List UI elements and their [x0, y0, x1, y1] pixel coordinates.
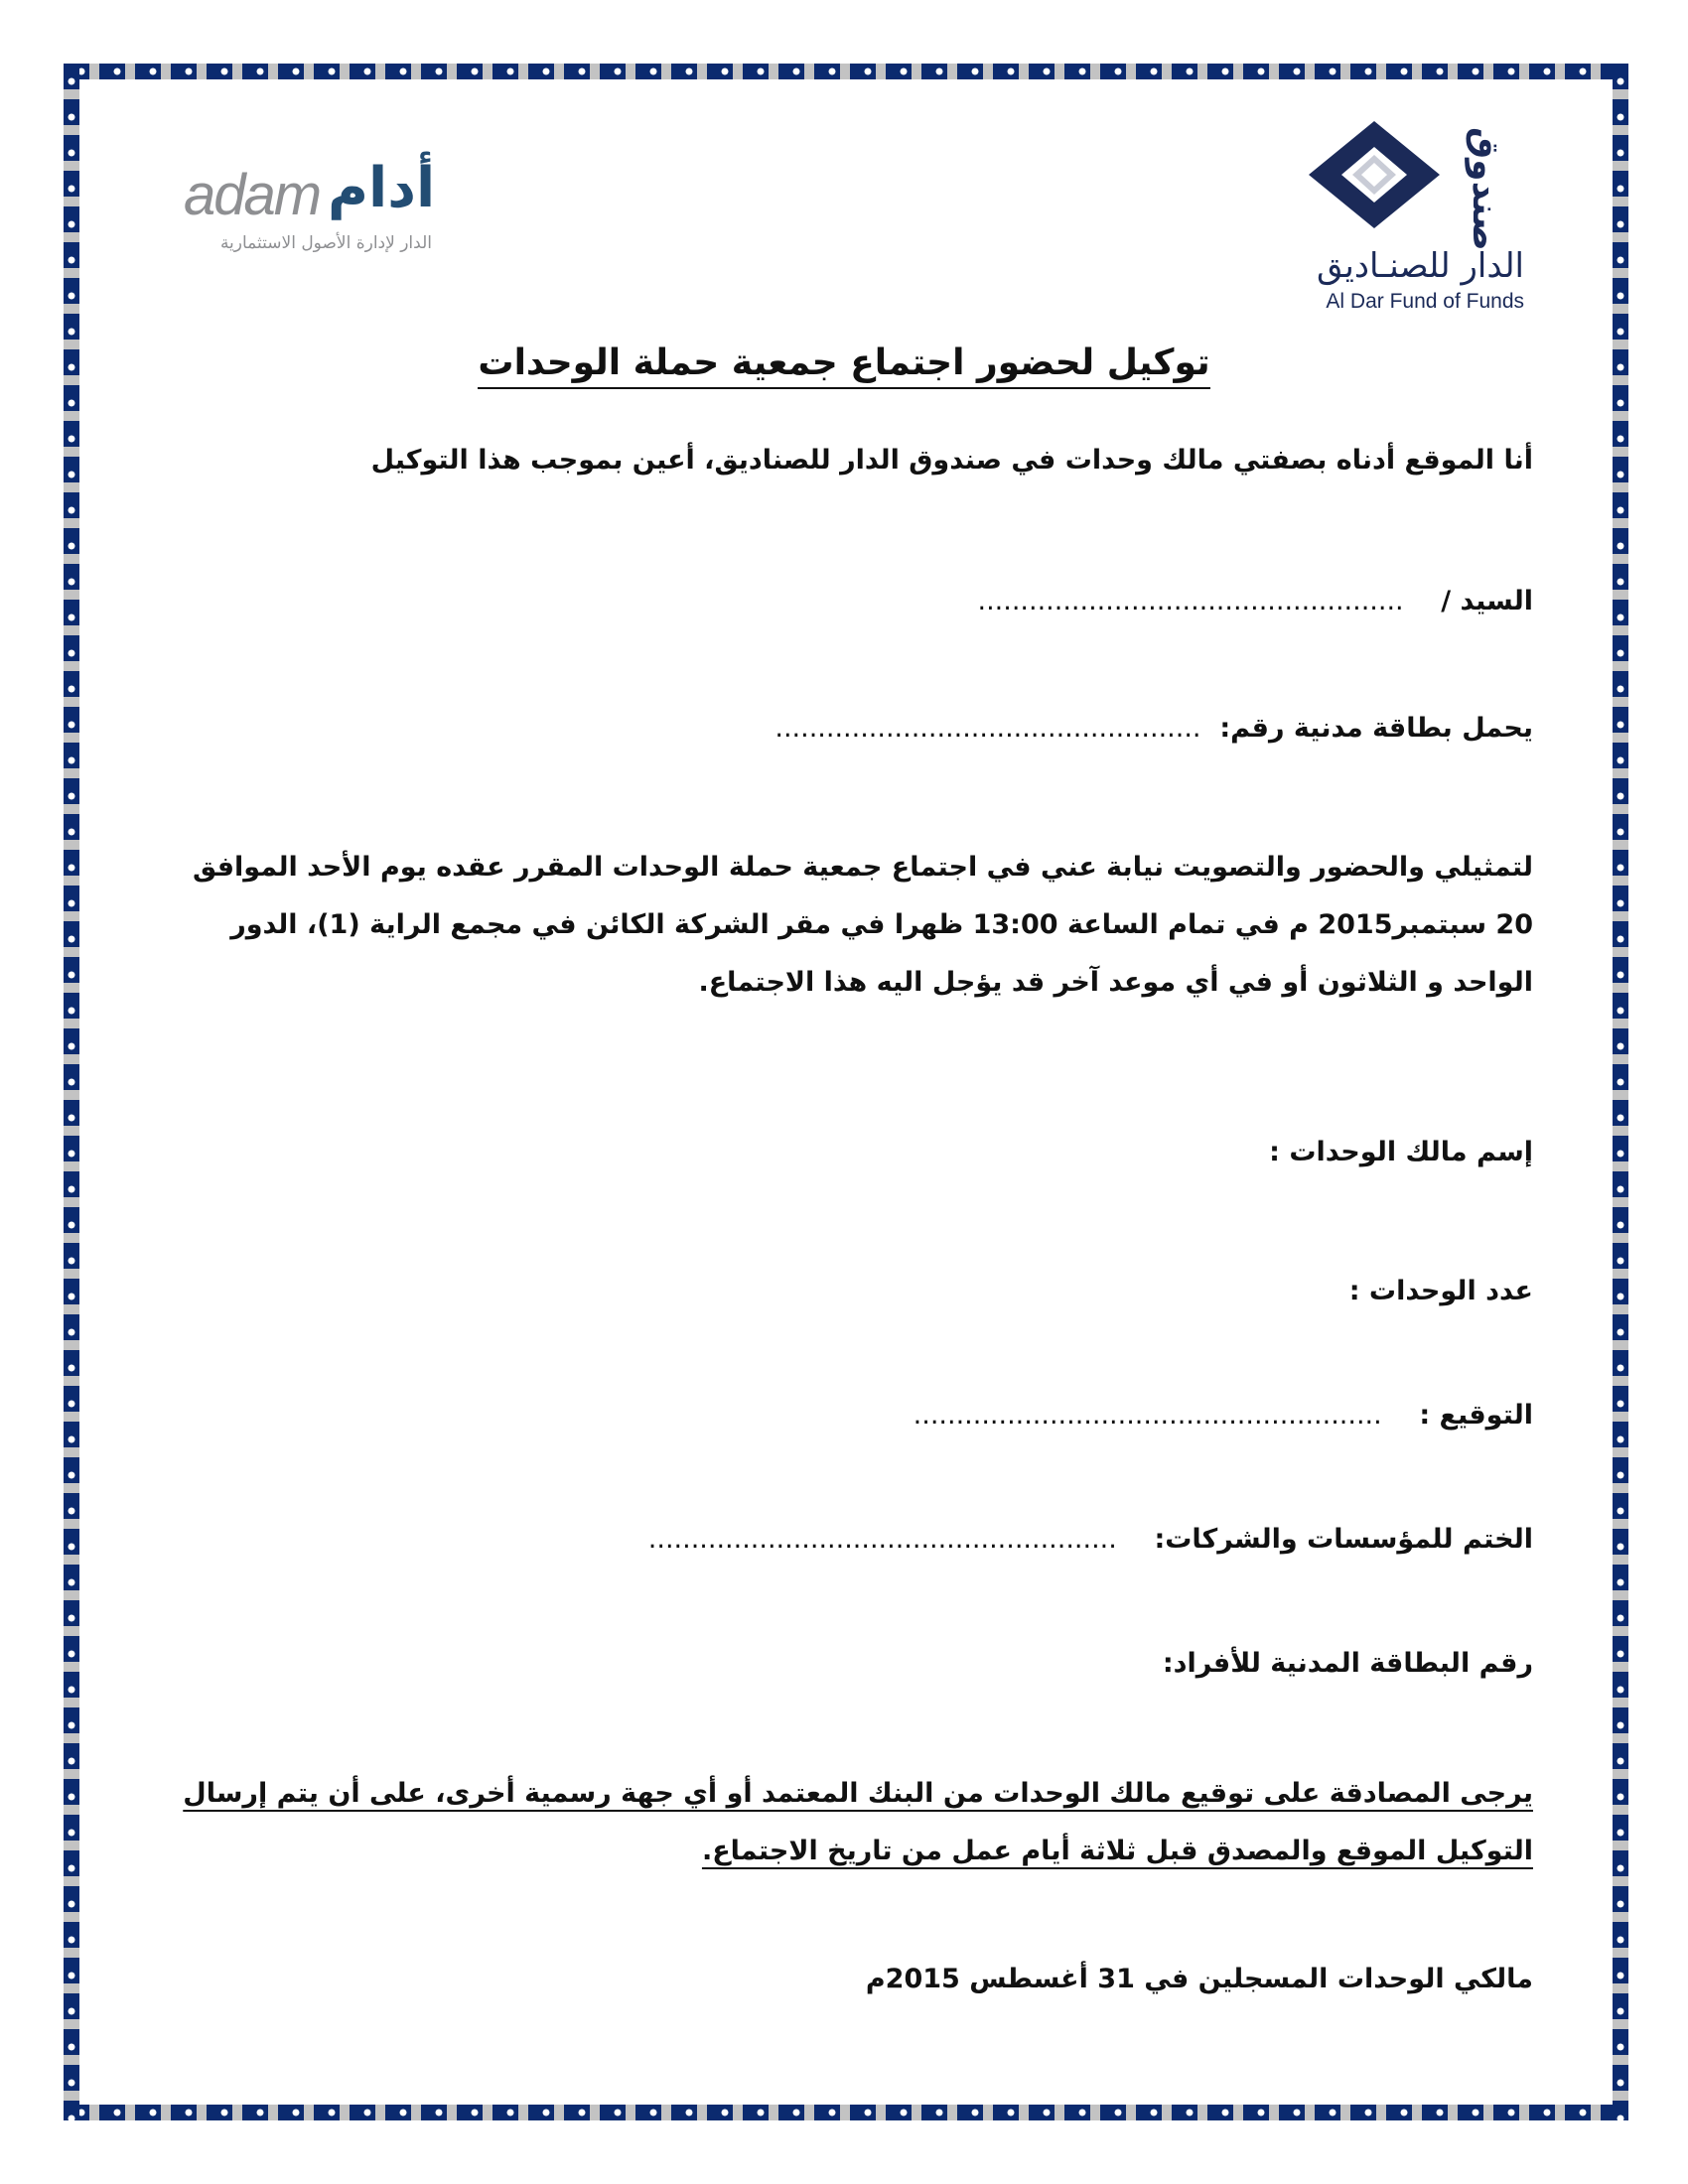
signature-label: التوقيع : — [1419, 1400, 1533, 1431]
notice-paragraph: يرجى المصادقة على توقيع مالك الوحدات من البنك المعتمد أو أي جهة رسمية أخرى، على أن يتم إرسال التوكيل الموقع والمصدق قبل ثلاثة أيام عمل من تاريخ الاجتماع. — [183, 1778, 1533, 1866]
adam-logo-arabic: أدام — [328, 156, 436, 220]
signature-fill-line[interactable]: ....................................................... — [913, 1400, 1382, 1431]
diamond-emblem-icon — [1305, 119, 1444, 230]
signature-field — [914, 1400, 1533, 1431]
record-date-line: مالكي الوحدات المسجلين في 31 أغسطس 2015م — [865, 1964, 1533, 1994]
civil-id-field — [774, 713, 1533, 744]
aldar-logo-english-name: Al Dar Fund of Funds — [1326, 290, 1524, 313]
document-title: توكيل لحضور اجتماع جمعية حملة الوحدات — [397, 342, 1291, 383]
civil-id-fill-line[interactable]: .................................................. — [774, 713, 1201, 744]
page-border-left — [64, 64, 79, 2120]
stamp-fill-line[interactable]: ....................................................... — [647, 1524, 1117, 1555]
mr-field — [978, 586, 1534, 616]
units-field: عدد الوحدات : — [1348, 1276, 1533, 1306]
adam-logo-latin: adam — [184, 163, 321, 227]
mr-fill-line[interactable]: .................................................. — [977, 586, 1404, 616]
individual-id-field: رقم البطاقة المدنية للأفراد: — [1162, 1648, 1533, 1679]
adam-logo — [184, 154, 442, 263]
adam-logo-tagline: الدار لإدارة الأصول الاستثمارية — [219, 233, 432, 253]
page-border-bottom — [64, 2105, 1628, 2120]
body-paragraph: لتمثيلي والحضور والتصويت نيابة عني في اجتماع جمعية حملة الوحدات المقرر عقده يوم الأحد الموافق 20 سبتمبر2015 م في تمام الساعة 13:00 ظهرا في مقر الشركة الكائن في مجمع الراية (1)، الدور الواحد و الثلاثون أو في أي موعد آخر قد يؤجل اليه هذا الاجتماع. — [193, 852, 1533, 998]
aldar-fund-logo — [1261, 119, 1539, 318]
aldar-logo-vertical-text: صندوق — [1465, 127, 1505, 251]
aldar-logo-arabic-name: الدار للصنـاديق — [1317, 246, 1524, 286]
page-border-right — [1613, 64, 1628, 2120]
stamp-label: الختم للمؤسسات والشركات: — [1154, 1524, 1533, 1555]
page-border-top — [64, 64, 1628, 79]
civil-id-label: يحمل بطاقة مدنية رقم: — [1219, 713, 1533, 744]
owner-name-field: إسم مالك الوحدات : — [1269, 1137, 1533, 1167]
mr-label: السيد / — [1441, 586, 1533, 616]
intro-statement: أنا الموقع أدناه بصفتي مالك وحدات في صندوق الدار للصناديق، أعين بموجب هذا التوكيل — [370, 445, 1533, 476]
stamp-field — [648, 1524, 1533, 1555]
